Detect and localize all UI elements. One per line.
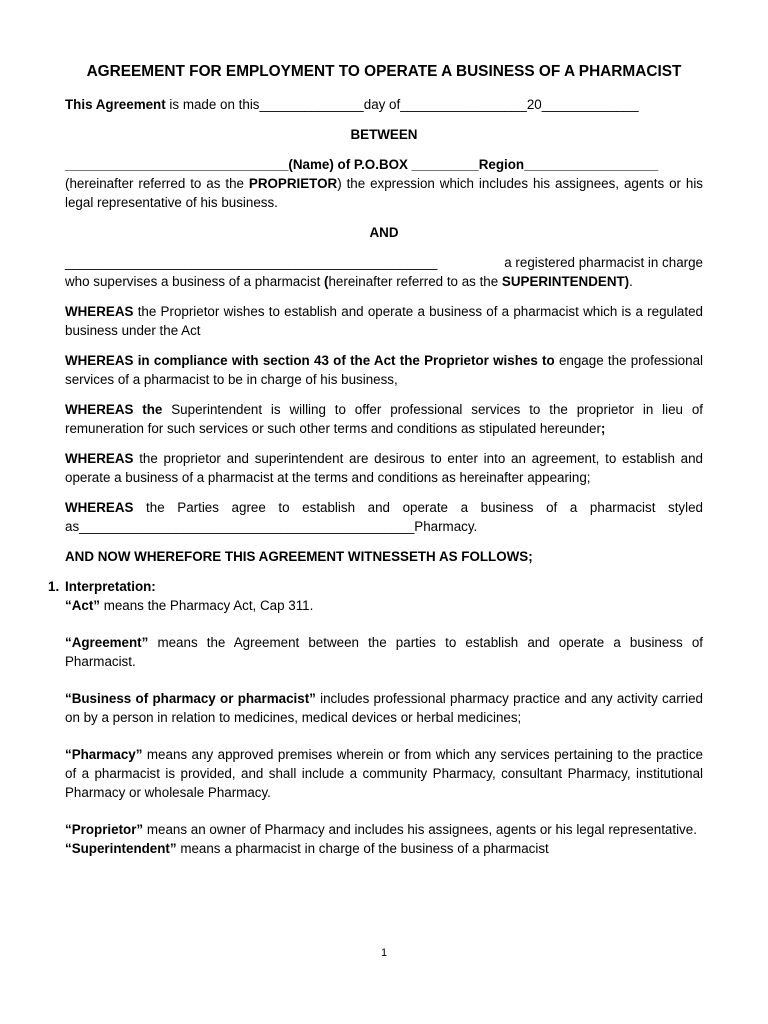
- party2-right: a registered pharmacist in charge: [504, 255, 703, 270]
- party2-desc-a: who supervises a business of a pharmacist: [65, 274, 325, 289]
- whereas-2-lead: WHEREAS in compliance with section 43 of the Act the Proprietor wishes to: [65, 353, 555, 368]
- whereas-5-text: the Parties agree to establish and operate a business of a pharmacist styled as_____________________________________________Pharmacy.: [65, 500, 703, 534]
- definition-proprietor-term: “Proprietor”: [65, 822, 144, 837]
- whereas-clause-5: [65, 498, 703, 536]
- witnesseth-heading: AND NOW WHEREFORE THIS AGREEMENT WITNESSETH AS FOLLOWS;: [65, 549, 533, 564]
- definition-superintendent: [65, 839, 703, 858]
- document-page: [48, 62, 704, 858]
- and-heading: AND: [369, 225, 399, 240]
- section-1-heading: [48, 577, 703, 596]
- definition-agreement-text: means the Agreement between the parties to establish and operate a business of Pharmacist.: [65, 635, 703, 669]
- agreement-date-lead: This Agreement: [65, 97, 166, 112]
- definition-proprietor-text: means an owner of Pharmacy and includes his assignees, agents or his legal representative.: [143, 822, 697, 837]
- definition-act-text: means the Pharmacy Act, Cap 311.: [99, 598, 314, 613]
- definition-business-term: “Business of pharmacy or pharmacist”: [65, 691, 316, 706]
- party1-desc-a: (hereinafter referred to as the: [65, 176, 249, 191]
- definition-pharmacy-term: “Pharmacy”: [65, 747, 143, 762]
- whereas-4-text: the proprietor and superintendent are desirous to enter into an agreement, to establish and operate a business of a pharmacist at the terms and conditions as hereinafter appearing;: [65, 451, 703, 485]
- party2-desc-c: .: [629, 274, 633, 289]
- page-number: 1: [380, 947, 388, 959]
- definition-superintendent-term: “Superintendent”: [65, 841, 177, 856]
- definition-pharmacy: [65, 745, 703, 802]
- whereas-1-lead: WHEREAS: [65, 304, 134, 319]
- whereas-3-tail: ;: [600, 421, 606, 436]
- definition-agreement-term: “Agreement”: [65, 635, 149, 650]
- whereas-1-text: the Proprietor wishes to establish and operate a business of a pharmacist which is a regulated business under the Act: [65, 304, 703, 338]
- whereas-3-lead: WHEREAS the: [65, 402, 163, 417]
- section-1-number: 1.: [48, 579, 60, 594]
- agreement-date-text: is made on this______________day of_________________20_____________: [165, 97, 639, 112]
- party2-superintendent: SUPERINTENDENT): [501, 274, 630, 289]
- definition-act: [65, 596, 703, 615]
- whereas-2-text: engage the professional services of a pharmacist to be in charge of his business,: [65, 353, 703, 387]
- definition-superintendent-text: means a pharmacist in charge of the business of a pharmacist: [176, 841, 549, 856]
- party1-description: [65, 174, 703, 212]
- party2-description: [65, 272, 703, 291]
- whereas-clause-4: [65, 449, 703, 487]
- section-1-title: Interpretation:: [65, 579, 156, 594]
- party2-desc-b: hereinafter referred to as the: [328, 274, 502, 289]
- definition-act-term: “Act”: [65, 598, 100, 613]
- agreement-date-line: [65, 95, 703, 114]
- whereas-clause-2: [65, 351, 703, 389]
- definition-business-text: includes professional pharmacy practice and any activity carried on by a person in relation to medicines, medical devices or herbal medicines;: [65, 691, 703, 725]
- party2-line: [65, 253, 703, 272]
- party2-paren: (: [324, 274, 329, 289]
- definition-business: [65, 689, 703, 727]
- definition-proprietor: [65, 820, 703, 839]
- whereas-clause-1: [65, 302, 703, 340]
- party1-line: ______________________________(Name) of P.O.BOX _________Region__________________: [65, 157, 659, 172]
- whereas-4-lead: WHEREAS: [65, 451, 134, 466]
- whereas-5-lead: WHEREAS: [65, 500, 134, 515]
- party1-desc-b: ) the expression which includes his assignees, agents or his legal representative of his business.: [65, 176, 704, 210]
- definition-agreement: [65, 633, 703, 671]
- party2-blank: __________________________________________________: [65, 255, 438, 270]
- definition-pharmacy-text: means any approved premises wherein or from which any services pertaining to the practice of a pharmacist is provided, and shall include a community Pharmacy, consultant Pharmacy, institutional Pharmacy or wholesale Pharmacy.: [65, 747, 703, 800]
- whereas-clause-3: [65, 400, 703, 438]
- party1-proprietor: PROPRIETOR: [248, 176, 338, 191]
- document-title: AGREEMENT FOR EMPLOYMENT TO OPERATE A BUSINESS OF A PHARMACIST: [86, 63, 682, 80]
- between-heading: BETWEEN: [350, 127, 418, 142]
- whereas-3-text: Superintendent is willing to offer professional services to the proprietor in lieu of remuneration for such services or such other terms and conditions as stipulated hereunder: [65, 402, 703, 436]
